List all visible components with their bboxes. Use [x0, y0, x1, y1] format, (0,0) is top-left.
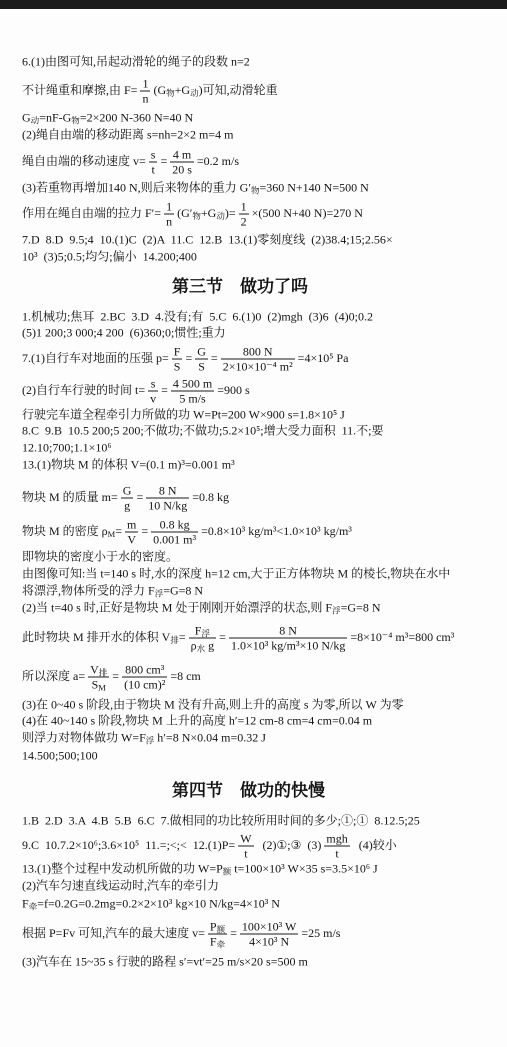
text-run: 作用在绳自由端的拉力 F′=: [22, 205, 162, 220]
subscript: M: [107, 528, 116, 539]
fraction-numerator: s: [150, 147, 156, 162]
answer-line: [22, 149, 239, 176]
section-number: 第三节: [172, 277, 223, 296]
fraction: [229, 625, 347, 652]
answer-line: 12.10;700;1.1×10⁶: [22, 440, 112, 455]
fraction: [164, 201, 174, 228]
section-heading: [172, 781, 325, 801]
section-title: 做功了吗: [240, 277, 308, 296]
text-run: F: [22, 896, 29, 911]
fraction-denominator: [189, 639, 217, 652]
text-run: g: [205, 638, 215, 653]
subscript: 排: [170, 634, 179, 645]
subscript: 物: [250, 185, 260, 196]
answer-line: 6.(1)由图可知,吊起动滑轮的绳子的段数 n=2: [22, 54, 250, 69]
subscript: 水: [196, 643, 206, 654]
fraction-numerator: 800 cm³: [122, 664, 167, 678]
answer-line: [22, 625, 454, 652]
text-run: +G: [174, 82, 191, 97]
answer-line: [22, 201, 363, 228]
text-run: =8 cm: [170, 668, 201, 683]
text-run: (3)若重物再增加140 N,则后来物体的重力 G′: [22, 180, 251, 195]
fraction-denominator: 10 N/kg: [148, 498, 188, 513]
subscript: 动: [216, 210, 225, 221]
fraction: [324, 833, 349, 860]
fraction-numerator: 1: [142, 76, 149, 91]
answer-line: [22, 664, 201, 691]
text-run: (G: [153, 82, 167, 97]
text-run: ×(500 N+40 N)=270 N: [251, 205, 363, 220]
fraction: [208, 921, 227, 948]
answer-line: [22, 897, 280, 912]
fraction: [140, 78, 150, 105]
text-run: P: [209, 919, 217, 934]
subscript: 物: [192, 210, 201, 221]
fraction: [148, 378, 158, 405]
fraction: [121, 485, 134, 512]
fraction: [151, 519, 198, 546]
answer-line: [22, 921, 340, 948]
fraction: [122, 664, 167, 691]
scan-edge: [0, 0, 507, 9]
answer-line: [22, 731, 266, 746]
text-run: =: [115, 523, 123, 538]
answer-line: [22, 111, 193, 126]
text-run: =: [136, 489, 144, 504]
text-run: =f=0.2G=0.2mg=0.2×2×10³ kg×10 N/kg=4×10³ N: [37, 896, 280, 911]
answer-line: 14.500;500;100: [22, 748, 98, 763]
answer-line: (4)在 40~140 s 阶段,物块 M 上升的高度 h′=12 cm-8 cm=4 cm=0.04 m: [22, 713, 373, 728]
fraction-numerator: s: [148, 378, 158, 392]
fraction: [88, 664, 109, 691]
text-run: =8×10⁻⁴ m³=800 cm³: [350, 629, 455, 644]
fraction: [238, 833, 253, 860]
answer-line: [22, 181, 369, 196]
fraction-denominator: 4×10³ N: [249, 934, 290, 949]
text-run: 则浮力对物体做功 W=F: [22, 730, 146, 745]
text-run: =900 s: [217, 382, 250, 397]
fraction: [125, 519, 138, 546]
text-run: (G′: [177, 205, 193, 220]
subscript: 额: [216, 924, 226, 935]
fraction-denominator: 2: [240, 214, 247, 229]
fraction-numerator: F: [173, 344, 181, 359]
subscript: 物: [166, 87, 175, 98]
subscript: 额: [222, 866, 232, 877]
fraction: [172, 346, 183, 373]
text-run: 将漂浮,物体所受的浮力 F: [22, 583, 155, 598]
text-run: =: [185, 350, 193, 365]
answer-line: (5)1 200;3 000;4 200 (6)360;0;惯性;重力: [22, 325, 226, 340]
fraction-denominator: 1.0×10³ kg/m³×10 N/kg: [230, 638, 346, 653]
fraction-denominator: 5 m/s: [179, 391, 206, 406]
answer-line: [22, 584, 203, 599]
subscript: 牵: [216, 939, 226, 950]
answer-line: [22, 519, 352, 546]
fraction: [189, 625, 217, 652]
text-run: 9.C 10.7.2×10⁶;3.6×10⁵ 11.=;<;< 12.(1)P=: [22, 837, 236, 852]
text-run: 所以深度 a=: [22, 668, 86, 683]
answer-line: [22, 862, 378, 877]
fraction-denominator: V: [127, 532, 137, 547]
text-run: 绳自由端的移动速度 v=: [22, 153, 146, 168]
fraction: [170, 149, 194, 176]
text-run: S: [91, 677, 99, 692]
fraction-numerator: G: [122, 483, 132, 498]
text-run: =4×10⁵ Pa: [297, 350, 349, 365]
answer-line: 行驶完车道全程牵引力所做的功 W=Pt=200 W×900 s=1.8×10⁵ J: [22, 407, 345, 422]
fraction-numerator: 8 N: [146, 485, 189, 499]
text-run: 物块 M 的密度 ρ: [22, 523, 108, 538]
text-run: 根据 P=Fv 可知,汽车的最大速度 v=: [22, 925, 205, 940]
fraction-numerator: m: [127, 517, 137, 532]
fraction-numerator: mgh: [326, 831, 348, 846]
fraction: [221, 346, 295, 373]
subscript: M: [98, 682, 106, 693]
fraction-denominator: n: [142, 91, 149, 106]
text-run: =0.8×10³ kg/m³<1.0×10³ kg/m³: [201, 523, 352, 538]
answer-line: 13.(1)物块 M 的体积 V=(0.1 m)³=0.001 m³: [22, 457, 235, 472]
text-run: (2)当 t=40 s 时,正好是物块 M 处于刚刚开始漂浮的状态,则 F: [22, 600, 333, 615]
fraction-denominator: t: [335, 846, 339, 861]
text-run: (2)自行车行驶的时间 t=: [22, 382, 146, 397]
answer-line: [22, 346, 348, 373]
answer-line: 1.机械功;焦耳 2.BC 3.D 4.没有;有 5.C 6.(1)0 (2)mgh (3)6 (4)0;0.2: [22, 309, 373, 324]
fraction-numerator: 1: [166, 199, 173, 214]
text-run: 13.(1)整个过程中发动机所做的功 W=P: [22, 861, 223, 876]
fraction-denominator: 2×10×10⁻⁴ m²: [222, 359, 293, 374]
answer-line: 1.B 2.D 3.A 4.B 5.B 6.C 7.做相同的功比较所用时间的多少;①;① 8.12.5;25: [22, 813, 420, 828]
text-run: 7.(1)自行车对地面的压强 p=: [22, 350, 169, 365]
answer-line: (3)在 0~40 s 阶段,由于物块 M 没有升高,则上升的高度 s 为零,所以 W 为零: [22, 697, 404, 712]
fraction-denominator: [88, 678, 109, 691]
fraction-denominator: t: [151, 162, 155, 177]
fraction-numerator: [208, 921, 227, 935]
subscript: 动: [30, 115, 40, 126]
fraction-denominator: v: [150, 391, 157, 406]
fraction-denominator: t: [244, 846, 248, 861]
answer-line: 8.C 9.B 10.5 200;5 200;不做功;不做功;5.2×10⁵;增大受力面积 11.不;要: [22, 423, 384, 438]
section-title: 做功的快慢: [240, 781, 325, 800]
text-run: (2)①;③ (3): [256, 837, 322, 852]
fraction: [146, 485, 189, 512]
answer-line: [22, 78, 278, 105]
answer-line: 由图像可知:当 t=140 s 时,水的深度 h=12 cm,大于正方体物块 M 的棱长,物块在水中: [22, 566, 451, 581]
text-run: =360 N+140 N=500 N: [259, 180, 369, 195]
subscript: 动: [190, 87, 199, 98]
text-run: =G=8 N: [163, 583, 204, 598]
text-run: G: [22, 110, 31, 125]
answer-line: [22, 833, 397, 860]
text-run: =0.8 kg: [192, 489, 230, 504]
text-run: F: [209, 934, 217, 949]
subscript: 浮: [332, 605, 341, 616]
text-run: =2×200 N-360 N=40 N: [79, 110, 194, 125]
fraction-numerator: 0.8 kg: [151, 519, 198, 533]
text-run: =: [219, 629, 226, 644]
text-run: =25 m/s: [301, 925, 341, 940]
fraction-numerator: [189, 625, 217, 639]
text-run: =: [112, 668, 120, 683]
fraction: [195, 346, 208, 373]
answer-line: [22, 601, 381, 616]
subscript: 浮: [201, 628, 210, 639]
fraction-numerator: 100×10³ W: [241, 919, 297, 934]
text-run: ρ: [190, 638, 197, 653]
answer-line: (2)绳自由端的移动距离 s=nh=2×2 m=4 m: [22, 127, 234, 142]
answer-line: (2)汽车匀速直线运动时,汽车的牵引力: [22, 878, 219, 893]
text-run: 不计绳重和摩擦,由 F=: [22, 82, 138, 97]
fraction-numerator: 800 N: [221, 346, 295, 360]
fraction-numerator: 8 N: [229, 625, 347, 639]
answer-line: (3)汽车在 15~35 s 行驶的路程 s′=vt′=25 m/s×20 s=500 m: [22, 954, 308, 969]
section-heading: [172, 277, 308, 297]
fraction-numerator: G: [197, 344, 206, 359]
fraction: [240, 921, 298, 948]
text-run: =: [160, 153, 168, 168]
text-run: =: [210, 350, 218, 365]
section-number: 第四节: [172, 781, 223, 800]
text-run: F: [194, 623, 202, 638]
text-run: V: [90, 662, 99, 677]
subscript: 排: [98, 667, 108, 678]
text-run: =G=8 N: [340, 600, 381, 615]
answer-line: 即物块的密度小于水的密度。: [22, 549, 179, 564]
text-run: h′=8 N×0.04 m=0.32 J: [154, 730, 266, 745]
fraction-denominator: g: [124, 498, 131, 513]
fraction-denominator: S: [198, 359, 205, 374]
fraction-denominator: 0.001 m³: [153, 532, 197, 547]
fraction-numerator: W: [240, 831, 252, 846]
subscript: 浮: [145, 735, 155, 746]
fraction-denominator: (10 cm)²: [124, 677, 166, 692]
fraction: [239, 201, 249, 228]
fraction-numerator: 4 m: [170, 149, 194, 163]
answer-line: [22, 485, 229, 512]
text-run: +G: [200, 205, 217, 220]
text-run: =: [178, 629, 186, 644]
text-run: )可知,动滑轮重: [198, 82, 278, 97]
fraction: [149, 149, 158, 176]
answer-line: 7.D 8.D 9.5;4 10.(1)C (2)A 11.C 12.B 13.(1)零刻度线 (2)38.4;15;2.56×: [22, 232, 393, 247]
subscript: 浮: [154, 588, 164, 599]
fraction-denominator: n: [166, 214, 173, 229]
subscript: 物: [71, 115, 80, 126]
answer-line: [22, 378, 250, 405]
text-run: (4)较小: [352, 837, 397, 852]
text-run: 此时物块 M 排开水的体积 V: [22, 629, 171, 644]
text-run: =nF-G: [39, 110, 72, 125]
fraction-numerator: 1: [240, 199, 247, 214]
text-run: t=100×10³ W×35 s=3.5×10⁶ J: [231, 861, 378, 876]
text-run: =: [141, 523, 149, 538]
text-run: =: [230, 925, 237, 940]
fraction-denominator: 20 s: [172, 162, 192, 177]
text-run: )=: [224, 205, 236, 220]
text-run: =0.2 m/s: [196, 153, 240, 168]
fraction-numerator: [88, 664, 109, 678]
fraction-numerator: 4 500 m: [172, 376, 213, 391]
subscript: 牵: [28, 901, 38, 912]
fraction-denominator: S: [173, 359, 181, 374]
text-run: 物块 M 的质量 m=: [22, 489, 118, 504]
fraction: [171, 378, 214, 405]
fraction-denominator: [208, 935, 227, 948]
text-run: =: [161, 382, 168, 397]
answer-line: 10³ (3)5;0.5;均匀;偏小 14.200;400: [22, 249, 197, 264]
